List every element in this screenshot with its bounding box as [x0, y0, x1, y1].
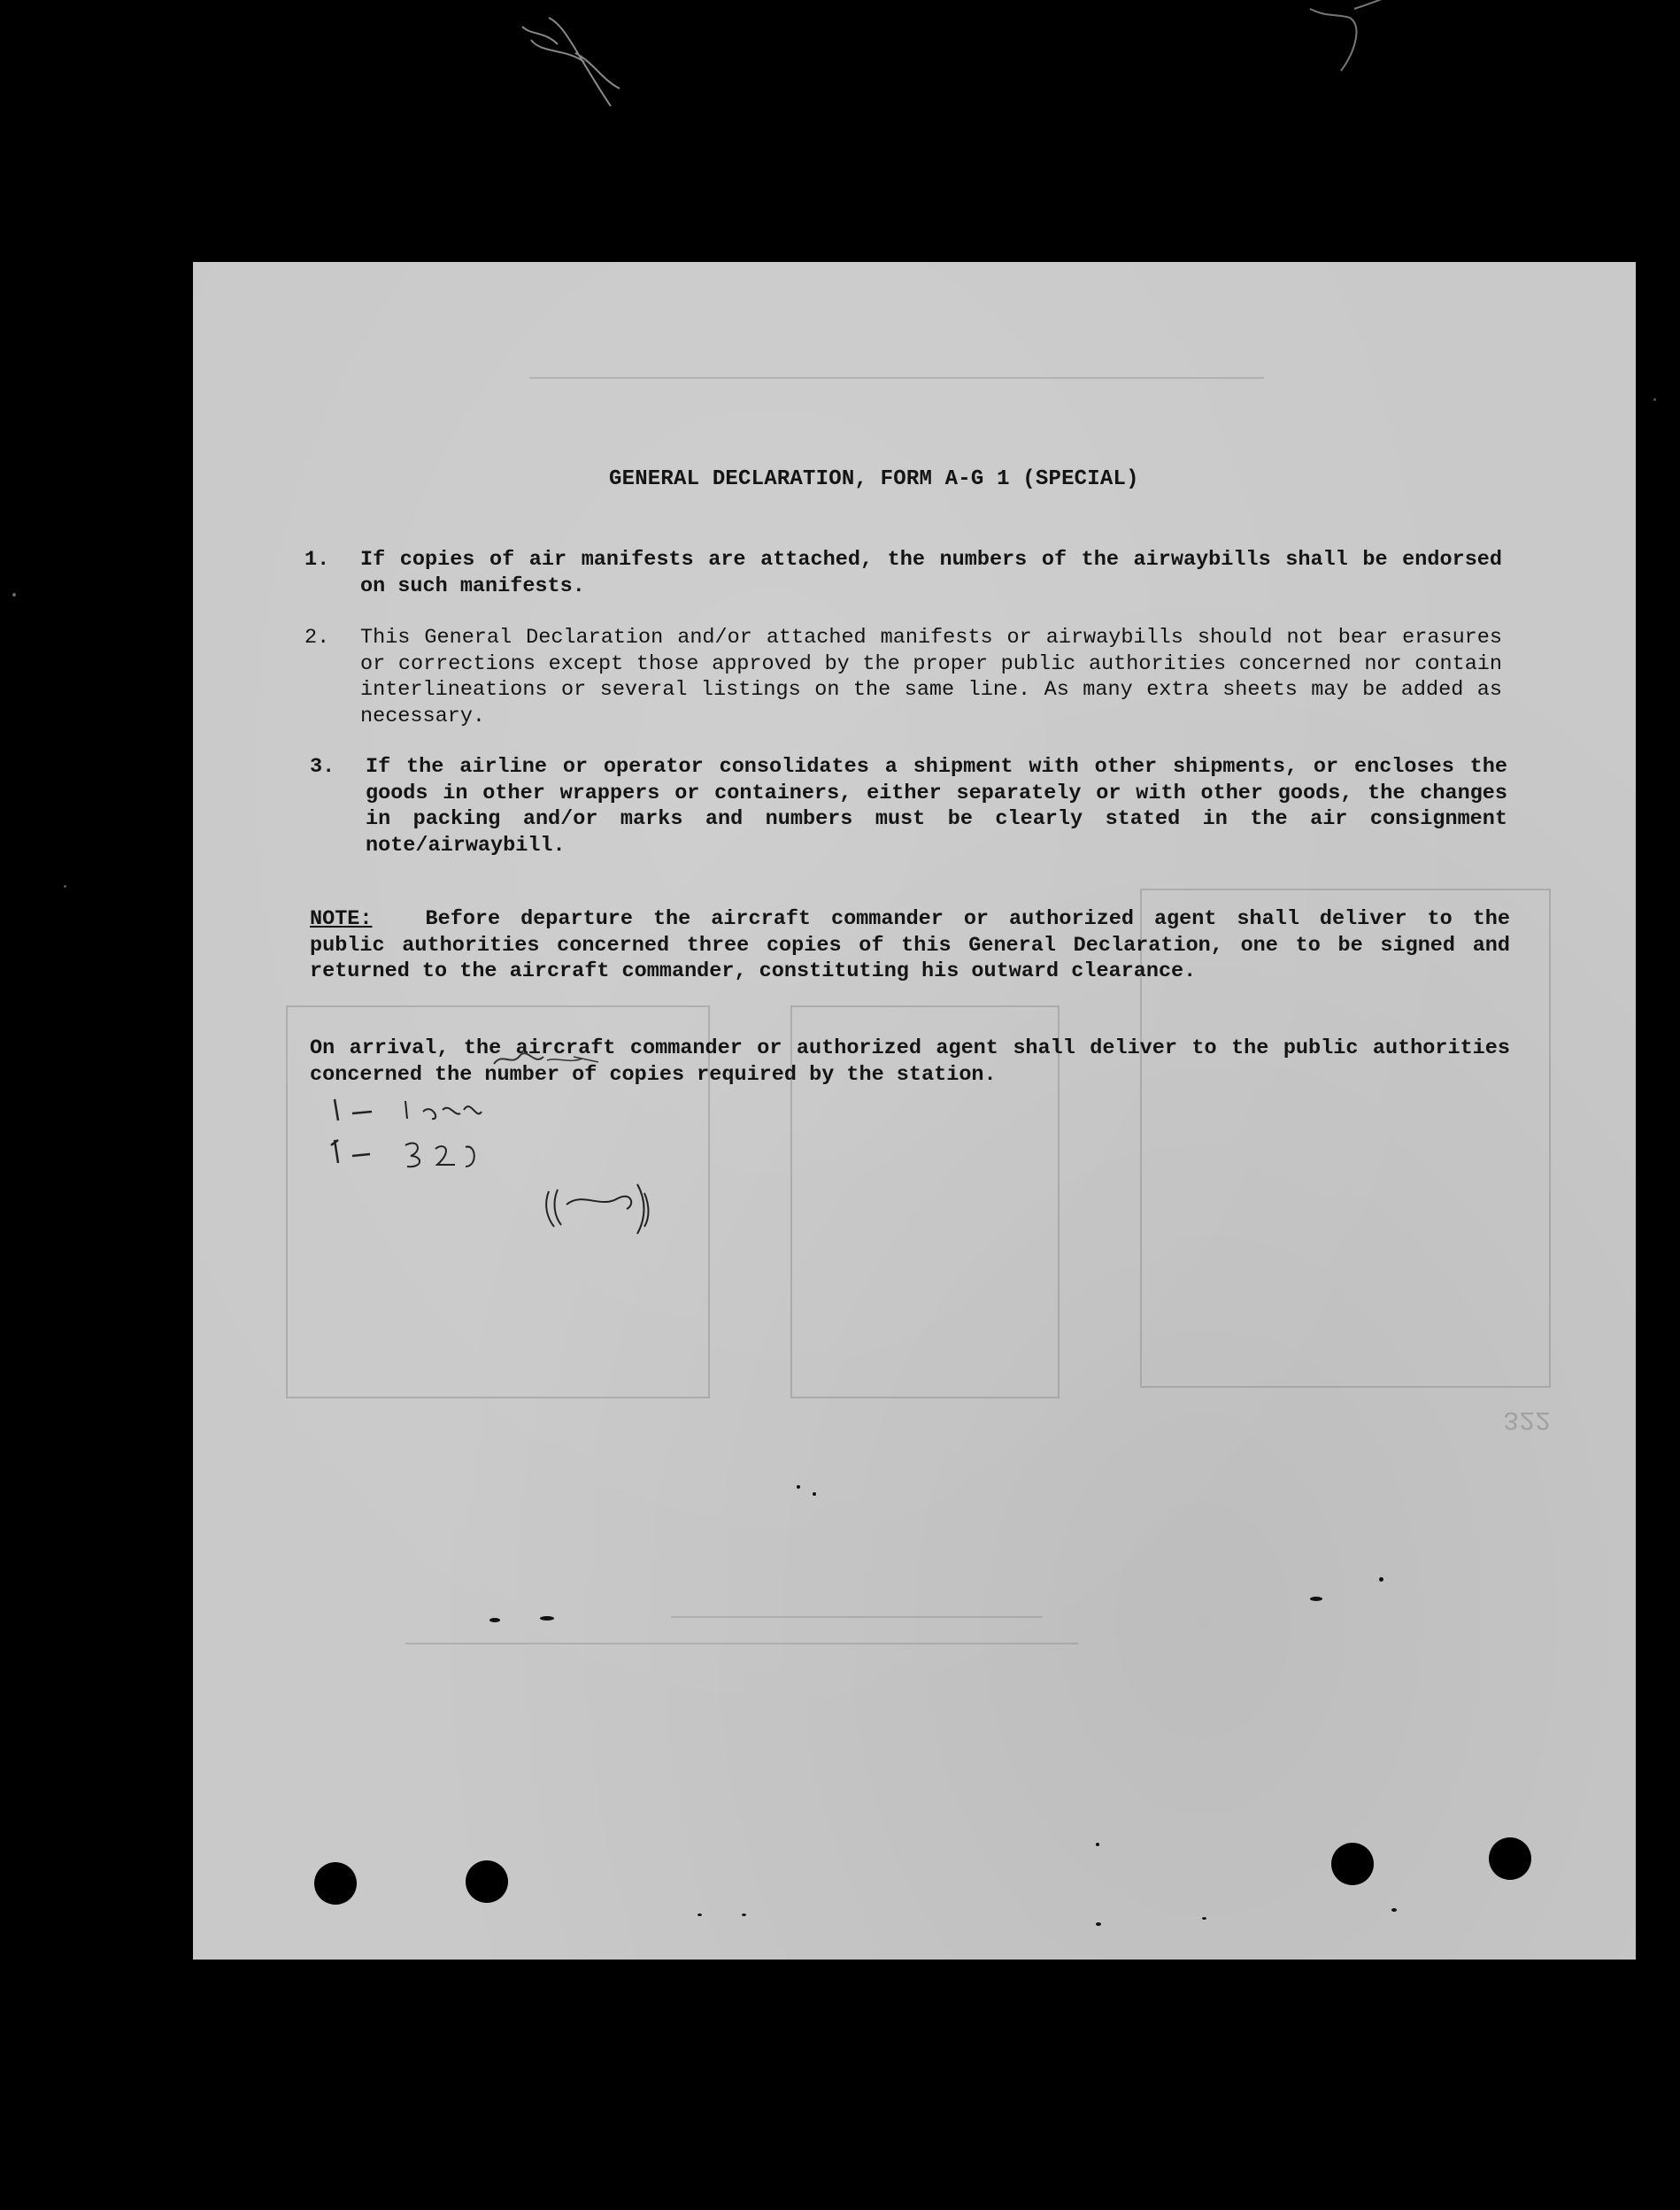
- item-number: 3.: [310, 755, 335, 779]
- dust-speck: [1096, 1843, 1099, 1846]
- handwritten-correction: [485, 1041, 627, 1076]
- dust-speck: [797, 1485, 800, 1489]
- margin-speck: [1653, 398, 1656, 401]
- dust-speck: [540, 1616, 554, 1621]
- document-title: GENERAL DECLARATION, FORM A-G 1 (SPECIAL): [609, 467, 1139, 491]
- margin-speck: [12, 593, 16, 597]
- dust-speck: [742, 1914, 746, 1916]
- list-item: [304, 547, 1508, 600]
- punch-hole: [1331, 1843, 1374, 1885]
- item-number: 2.: [304, 626, 330, 650]
- item-text: If copies of air manifests are attached, the numbers of the airwaybills shall be endorsed on such manifests.: [360, 548, 1502, 598]
- punch-hole: [466, 1860, 508, 1903]
- dust-speck: [1379, 1577, 1383, 1582]
- dust-speck: [1310, 1597, 1322, 1601]
- handwritten-notes: [326, 1094, 697, 1236]
- dust-speck: [489, 1618, 500, 1622]
- list-item: [304, 625, 1508, 731]
- margin-speck: [64, 885, 66, 888]
- item-text: If the airline or operator consolidates a shipment with other shipments, or encloses the goods in other wrappers or containers, either separately or with other goods, the changes in packing and/or marks and numbers must be clearly stated in the air consignment note/airwaybill.: [366, 755, 1507, 858]
- punch-hole: [314, 1862, 357, 1905]
- list-item: [310, 754, 1514, 860]
- item-number: 1.: [304, 548, 330, 572]
- bleed-through-line: [405, 1643, 1078, 1644]
- dust-speck: [1202, 1917, 1206, 1920]
- bleed-through-number: 322: [1503, 1404, 1552, 1434]
- punch-hole: [1489, 1837, 1531, 1880]
- dust-speck: [697, 1914, 702, 1916]
- note-label: NOTE:: [310, 907, 373, 931]
- item-text: This General Declaration and/or attached manifests or airwaybills should not bear erasures or corrections except those approved by the proper public authorities concerned nor contain interlineations or several listings on the same line. As many extra sheets may be added as necessary.: [360, 626, 1502, 728]
- dust-speck: [1391, 1908, 1397, 1912]
- document-sheet: [193, 262, 1636, 1960]
- dust-speck: [1096, 1922, 1101, 1926]
- fiber-marks: [0, 0, 1680, 262]
- note-paragraph: [310, 906, 1510, 985]
- dust-speck: [813, 1492, 816, 1496]
- bleed-through-line: [529, 377, 1264, 379]
- arrival-paragraph: On arrival, the aircraft commander or authorized agent shall deliver to the public authorities concerned the number of copies required by the station.: [310, 1036, 1510, 1087]
- bleed-through-line: [671, 1616, 1043, 1618]
- note-text: Before departure the aircraft commander or authorized agent shall deliver to the public authorities concerned three copies of this General Declaration, one to be signed and returned to the aircraft commander, constituting his outward clearance.: [310, 907, 1510, 983]
